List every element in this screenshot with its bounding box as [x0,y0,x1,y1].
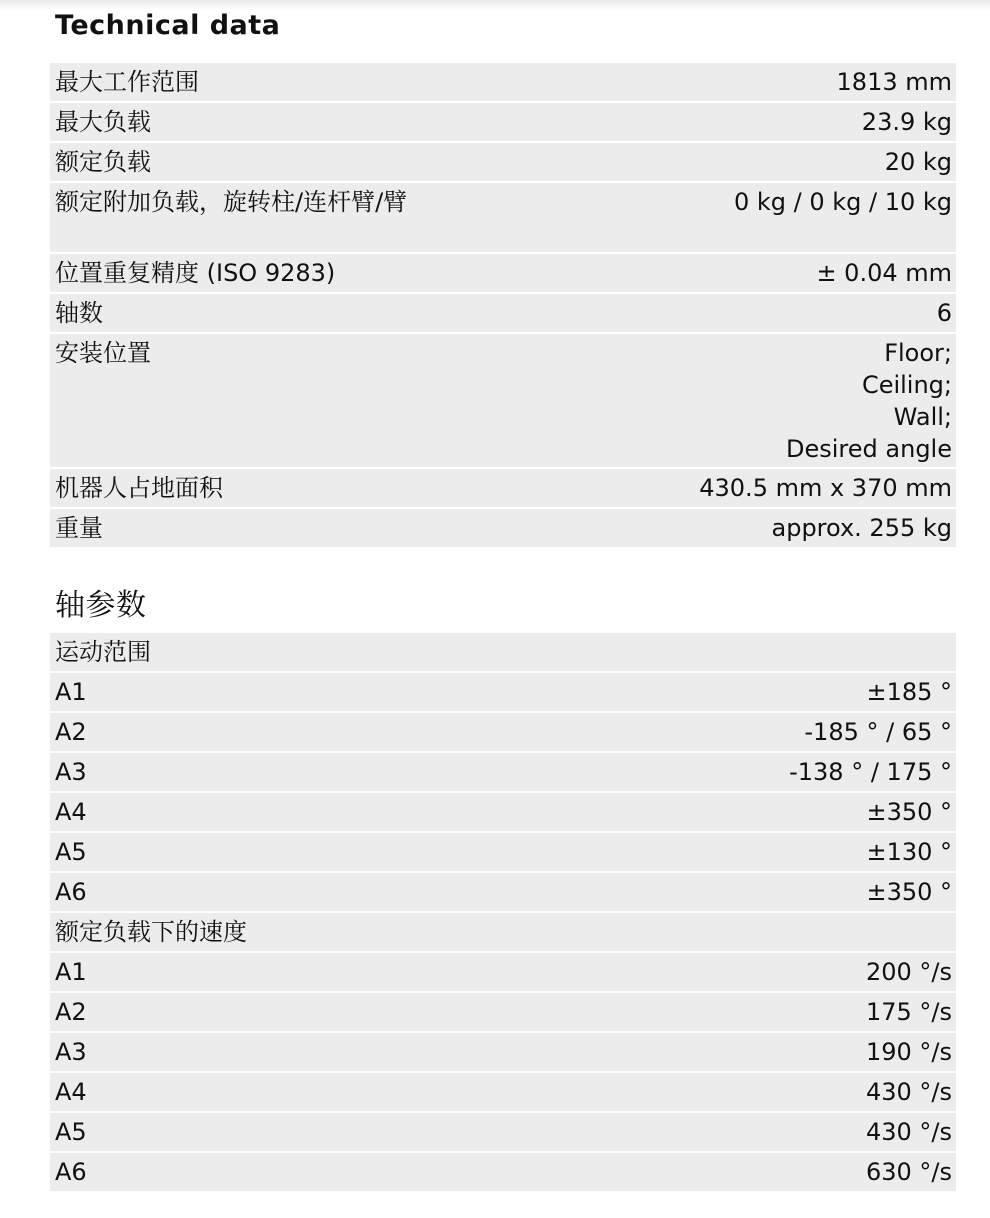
axis-label: A1 [55,678,87,706]
table-row [50,673,956,713]
axis-label: A6 [55,1158,87,1186]
axis-value: ±130 ° [866,838,952,866]
table-row [50,753,956,793]
axis-label: A6 [55,878,87,906]
row-value: 6 [936,299,952,327]
row-label: 最大负载 [55,108,151,136]
axis-label: A1 [55,958,87,986]
axis-data-title: 轴参数 [55,588,147,623]
row-value: 23.9 kg [861,108,952,136]
table-row [50,713,956,753]
row-label: 轴数 [55,299,103,327]
axis-label: A2 [55,998,87,1026]
table-row [50,1073,956,1113]
axis-value: -138 ° / 175 ° [789,758,952,786]
row-value: 1813 mm [836,68,952,96]
table-row [50,993,956,1033]
table-row [50,1033,956,1073]
table-row [50,509,956,547]
table-row [50,1153,956,1191]
axis-label: A4 [55,798,87,826]
row-value: approx. 255 kg [771,514,952,542]
row-label: 重量 [55,514,103,542]
axis-label: A4 [55,1078,87,1106]
row-label: 安装位置 [55,339,151,367]
group-label: 额定负载下的速度 [55,918,247,946]
axis-label: A5 [55,1118,87,1146]
table-row [50,793,956,833]
mounting-option: Wall; [893,403,952,431]
axis-label: A3 [55,1038,87,1066]
mounting-option: Desired angle [786,435,952,463]
axis-label: A5 [55,838,87,866]
row-label: 位置重复精度 (ISO 9283) [55,259,336,287]
mounting-option: Floor; [884,339,952,367]
table-row [50,63,956,103]
row-value: 20 kg [884,148,952,176]
row-label: 机器人占地面积 [55,474,223,502]
axis-value: ±185 ° [866,678,952,706]
group-header-motion-range [50,633,956,673]
axis-value: 200 °/s [865,958,952,986]
technical-data-table [50,63,956,547]
row-label: 额定负载 [55,148,151,176]
group-label: 运动范围 [55,638,151,666]
axis-value: ±350 ° [866,878,952,906]
technical-data-title: Technical data [55,10,281,41]
table-row [50,1113,956,1153]
table-row [50,103,956,143]
mounting-option: Ceiling; [861,371,952,399]
row-value: 0 kg / 0 kg / 10 kg [733,188,952,216]
table-row [50,833,956,873]
group-header-speed [50,913,956,953]
row-label: 额定附加负载，旋转柱/连杆臂/臂 [55,188,408,216]
axis-data-table [50,633,956,1191]
table-row [50,183,956,254]
table-row [50,143,956,183]
axis-value: 430 °/s [865,1078,952,1106]
axis-label: A2 [55,718,87,746]
axis-value: 630 °/s [865,1158,952,1186]
row-value: ± 0.04 mm [816,259,952,287]
axis-value: ±350 ° [866,798,952,826]
table-row [50,469,956,509]
top-shadow [0,0,990,10]
row-value: 430.5 mm x 370 mm [699,474,952,502]
axis-value: -185 ° / 65 ° [804,718,952,746]
table-row [50,294,956,334]
table-row [50,873,956,913]
mounting-position-values [786,334,952,465]
axis-value: 430 °/s [865,1118,952,1146]
axis-label: A3 [55,758,87,786]
axis-value: 175 °/s [865,998,952,1026]
row-label: 最大工作范围 [55,68,199,96]
table-row [50,254,956,294]
table-row [50,953,956,993]
table-row [50,334,956,469]
axis-value: 190 °/s [865,1038,952,1066]
